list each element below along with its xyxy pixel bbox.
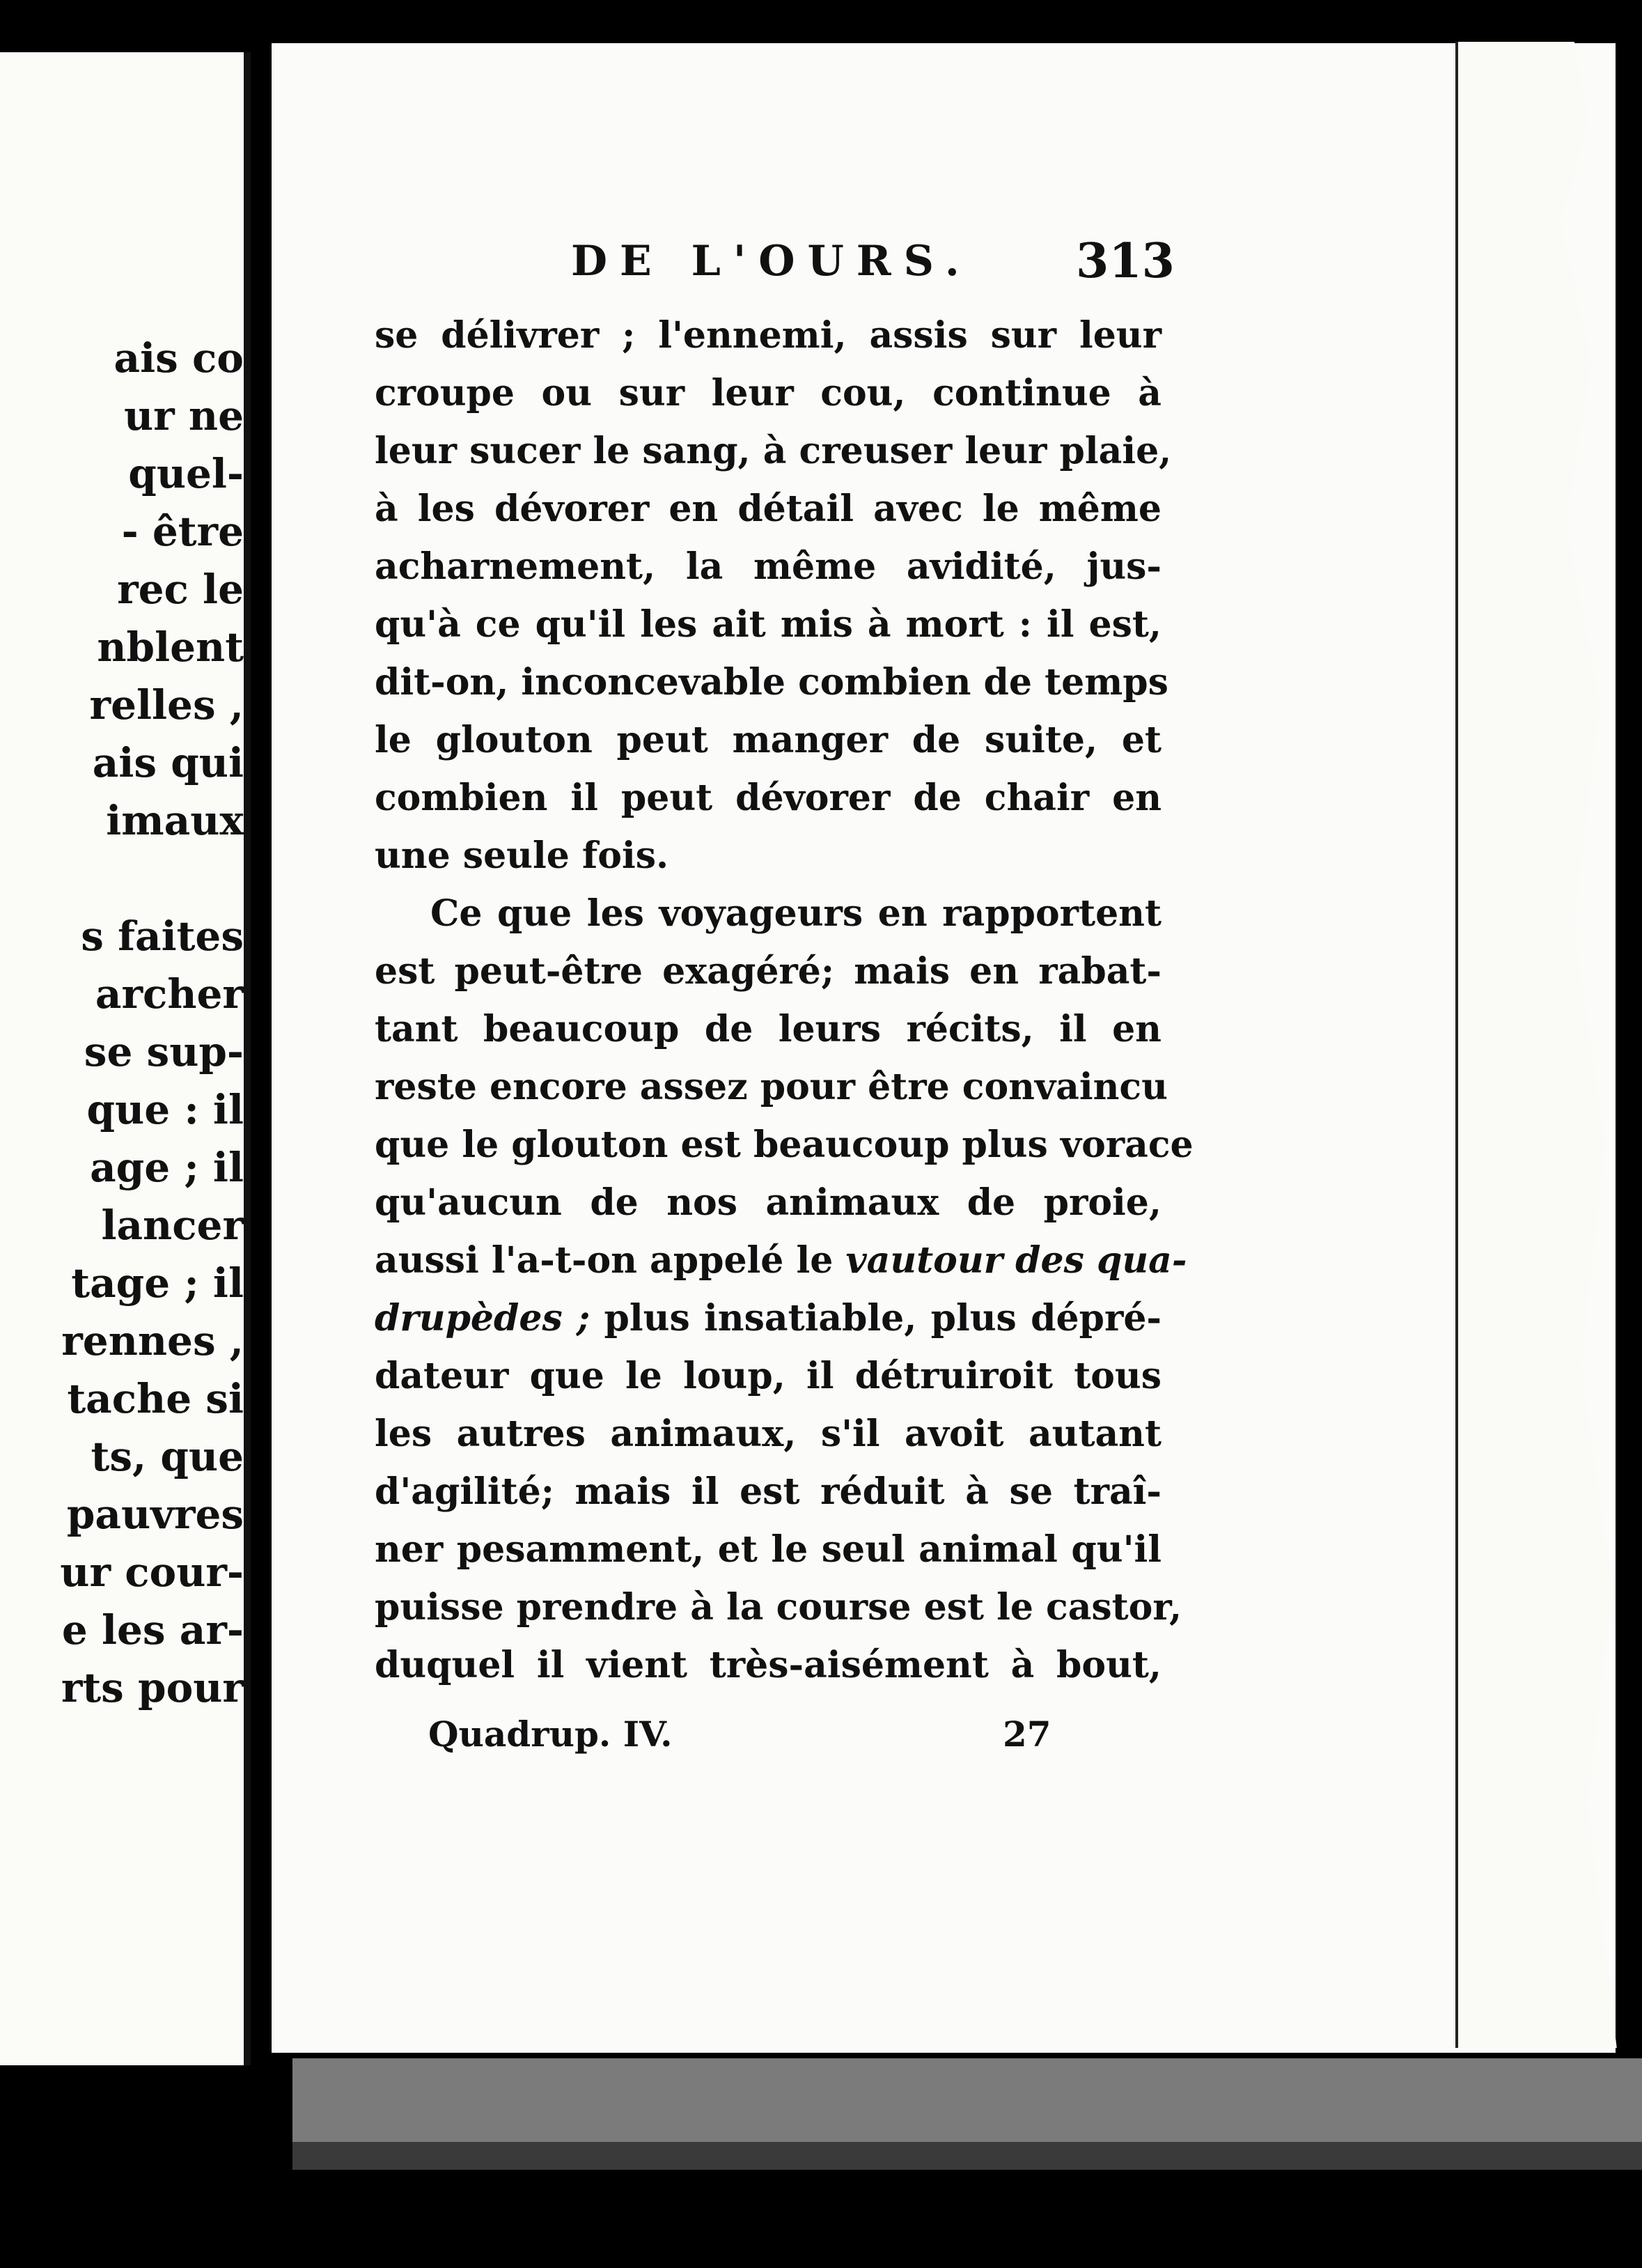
facing-page-fragment: archer [95, 970, 244, 1018]
text-line: le glouton peut manger de suite, et [375, 719, 1162, 761]
text-line: à les dévorer en détail avec le même [375, 488, 1162, 530]
text-line: les autres animaux, s'il avoit autant [375, 1413, 1162, 1455]
facing-page-fragment: quel- [128, 450, 244, 497]
facing-page-fragment: relles , [89, 681, 244, 729]
facing-page-fragment: rec le [117, 566, 244, 613]
text-line: leur sucer le sang, à creuser leur plaie, [375, 430, 1172, 472]
facing-page-fragment: imaux [106, 797, 244, 844]
text-line: est peut-être exagéré; mais en rabat- [375, 950, 1162, 993]
facing-page-fragment: ts, que [91, 1433, 244, 1480]
text-line: duquel il vient très-aisément à bout, [375, 1644, 1162, 1686]
italic-term: drupèdes ; [375, 1297, 591, 1339]
text-line: qu'aucun de nos animaux de proie, [375, 1181, 1162, 1224]
facing-page-fragment: se sup- [84, 1028, 244, 1075]
facing-page-fragment: nblent [97, 623, 244, 671]
text-line: que le glouton est beaucoup plus vorace [375, 1124, 1194, 1166]
text-line: ner pesamment, et le seul animal qu'il [375, 1528, 1162, 1571]
facing-page-fragment: ais qui [92, 739, 244, 786]
text-line: puisse prendre à la course est le castor, [375, 1586, 1182, 1629]
facing-page-fragment: pauvres [66, 1491, 244, 1538]
paragraph-first-line: Ce que les voyageurs en rapportent [430, 892, 1162, 935]
facing-page-fragment: rennes , [61, 1317, 244, 1365]
facing-page-fragment: tache si [67, 1375, 244, 1422]
facing-page-fragment: rts pour [61, 1664, 244, 1711]
facing-page-fragment: ur ne [124, 392, 244, 440]
facing-page-fragment: e les ar- [61, 1606, 244, 1654]
text-line: aussi l'a-t-on appelé le vautour des qua- [375, 1239, 1187, 1282]
facing-page-fragment: s faites [81, 912, 244, 960]
text-line: une seule fois. [375, 834, 669, 877]
text-line: acharnement, la même avidité, jus- [375, 545, 1162, 588]
signature-mark: Quadrup. IV. [428, 1714, 673, 1755]
sheet-number: 27 [1003, 1714, 1051, 1755]
running-head: DE L'OURS. [571, 237, 972, 286]
facing-page-fragment: que : il [86, 1086, 244, 1133]
facing-page [0, 52, 251, 2065]
page-number: 313 [1076, 233, 1175, 289]
text-line: combien il peut dévorer de chair en [375, 777, 1162, 819]
page-bottom-shadow [292, 2058, 1642, 2142]
text-line: drupèdes ; plus insatiable, plus dépré- [375, 1297, 1162, 1339]
facing-page-fragment: age ; il [90, 1144, 244, 1191]
body-text [375, 306, 1194, 1694]
facing-page-fragment: ais co [114, 334, 244, 382]
text-line: d'agilité; mais il est réduit à se traî- [375, 1470, 1162, 1513]
text-line: qu'à ce qu'il les ait mis à mort : il est, [375, 603, 1162, 646]
facing-page-fragment: tage ; il [71, 1259, 244, 1307]
text-line: se délivrer ; l'ennemi, assis sur leur [375, 314, 1162, 357]
italic-term: vautour des qua- [845, 1239, 1187, 1282]
facing-page-fragment: ur cour- [60, 1548, 244, 1596]
text-line: tant beaucoup de leurs récits, il en [375, 1008, 1162, 1050]
text-line: reste encore assez pour être convaincu [375, 1066, 1168, 1108]
facing-page-fragment: - être [121, 508, 244, 555]
page-bottom-edge [292, 2142, 1642, 2170]
text-line: croupe ou sur leur cou, continue à [375, 372, 1162, 414]
text-line: dit-on, inconcevable combien de temps [375, 661, 1168, 704]
text-line: dateur que le loup, il détruiroit tous [375, 1355, 1162, 1397]
facing-page-fragment: lancer [101, 1202, 244, 1249]
